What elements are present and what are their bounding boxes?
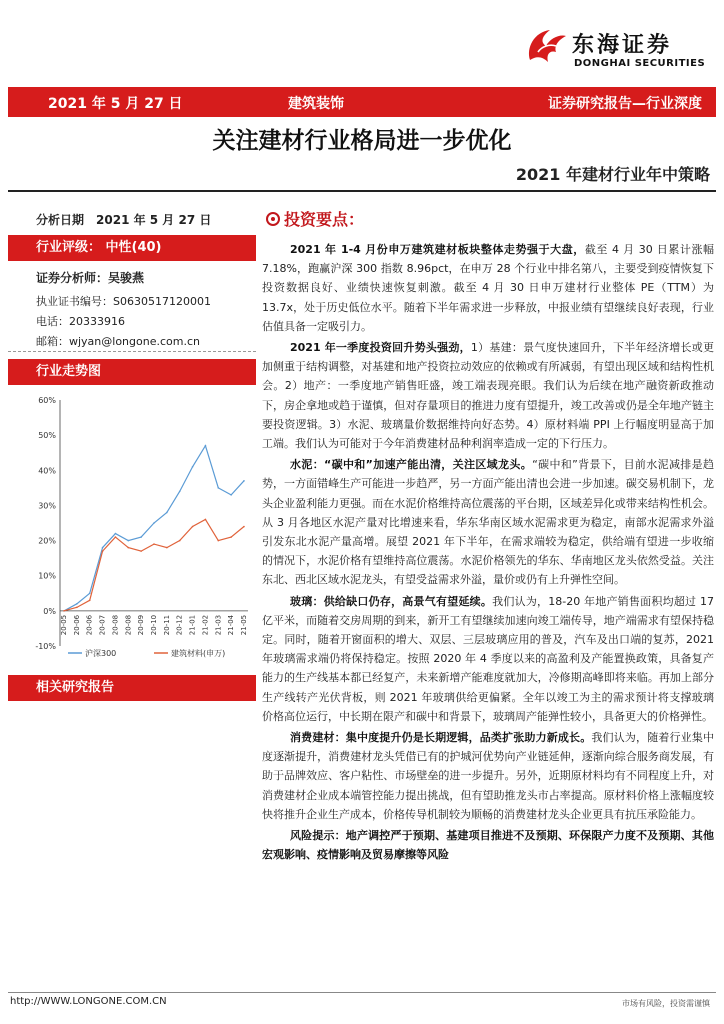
phoenix-icon <box>520 20 570 70</box>
x-tick-label: 20-11 <box>162 614 171 636</box>
divider <box>8 190 716 192</box>
series-point <box>102 550 104 552</box>
series-line <box>64 519 244 610</box>
related-section-title: 相关研究报告 <box>8 675 256 701</box>
key-point-heading: 消费建材：集中度提升仍是长期逻辑，品类扩张助力新成长。 <box>290 731 592 745</box>
y-tick-label: 20% <box>38 536 56 546</box>
analyst-name: 证券分析师：吴骏燕 <box>36 271 145 285</box>
industry-rating: 行业评级： 中性(40) <box>8 235 256 261</box>
report-type: 证券研究报告—行业深度 <box>548 96 702 112</box>
header-bar <box>8 87 716 117</box>
key-point-paragraph <box>262 728 714 824</box>
key-points-body <box>262 240 714 867</box>
key-points-label: 投资要点： <box>284 210 365 229</box>
key-point-paragraph <box>262 455 714 589</box>
key-point-paragraph <box>262 240 714 336</box>
series-point <box>166 512 168 514</box>
series-point <box>63 610 65 612</box>
sidebar-divider <box>8 351 256 352</box>
series-point <box>115 533 117 535</box>
key-point-paragraph <box>262 592 714 726</box>
x-tick-label: 20-08 <box>111 614 120 636</box>
key-point-paragraph <box>262 826 714 864</box>
series-point <box>243 480 245 482</box>
target-icon <box>266 212 280 226</box>
x-tick-label: 21-02 <box>201 614 210 636</box>
analysis-date-label: 分析日期 <box>36 213 85 227</box>
series-point <box>217 487 219 489</box>
x-tick-label: 20-12 <box>175 614 184 636</box>
series-point <box>166 547 168 549</box>
x-tick-label: 20-06 <box>85 614 94 636</box>
series-line <box>64 446 244 611</box>
series-point <box>89 600 91 602</box>
x-tick-label: 20-10 <box>150 614 158 636</box>
y-tick-label: 0% <box>43 606 56 616</box>
series-point <box>243 526 245 528</box>
series-point <box>76 603 78 605</box>
series-point <box>179 540 181 542</box>
series-point <box>205 445 207 447</box>
footer-divider <box>8 992 716 993</box>
series-point <box>205 519 207 521</box>
key-point-text: 1）基建：景气度快速回升，下半年经济增长或更加侧重于结构调整，对基建和地产投资拉动效应的依赖或有所减弱，有望出现区域和结构性机会。2）地产：一季度地产销售旺盛，竣工端表现亮眼。我们认为后续在地产融资新政推动下，房企拿地或趋于谨慎，但对存量项目的推进力度有望提升，竣工改善或仍是全年地产链主要投资逻辑。3）水泥、玻璃量价数据维持向好态势。4）原材料端 PPI 上行幅度明显高于加工端。我们认为可能对于今年消费建材品种利润率造成一定的下行压力。 <box>262 341 715 451</box>
analysis-date <box>36 211 211 228</box>
trend-section-title: 行业走势图 <box>8 359 256 385</box>
footer-disclaimer: 市场有风险，投资需谨慎 <box>622 999 710 1008</box>
y-tick-label: 40% <box>38 466 56 476</box>
series-point <box>153 522 155 524</box>
x-tick-label: 20-08 <box>124 614 133 636</box>
analysis-date-value: 2021 年 5 月 27 日 <box>96 213 212 227</box>
analyst-phone: 电话：20333916 <box>36 315 125 328</box>
series-point <box>192 466 194 468</box>
series-point <box>89 592 91 594</box>
y-tick-label: 60% <box>38 396 56 405</box>
y-tick-label: 50% <box>38 431 56 441</box>
x-tick-label: 20-06 <box>72 614 81 636</box>
y-tick-label: 10% <box>38 571 56 581</box>
x-tick-label: 21-03 <box>214 614 223 636</box>
key-point-text: 我们认为，18-20 年地产销售面积均超过 17 亿平米，而随着交房周期的到来，新开工有望继续加速向竣工端传导，地产端需求有望保持稳定。同时，随着开窗面积的增大、双层、三层玻璃应用的普及，汽车及出口端的复苏，2021 年玻璃需求端仍将保持稳定。按照 2020 年 4 季度以来的高盈利及产能置换政策，具备复产能力的生产线基本都已经复产，未来新增产能难度就加大，冷修期高峰即将来临。再加上部分生产线转产光伏背板，则 2021 年玻璃供给更偏紧。全年以竣工为主的需求预计将支撑玻璃价格高位运行，中长期在限产和碳中和背景下，玻璃周产能弹性较小，具备更大的价格弹性。 <box>262 594 715 723</box>
x-tick-label: 21-04 <box>227 614 236 636</box>
key-points-title <box>266 207 364 230</box>
key-point-heading: 风险提示：地产调控严于预期、基建项目推进不及预期、环保限产力度不及预期、其他宏观影响、疫情影响及贸易摩擦等风险 <box>262 829 714 862</box>
y-tick-label: 30% <box>38 501 56 511</box>
key-point-heading: 2021 年一季度投资回升势头强劲， <box>290 341 471 355</box>
key-point-heading: 2021 年 1-4 月份申万建筑建材板块整体走势强于大盘， <box>290 243 585 256</box>
analyst-cert: 执业证书编号：S0630517120001 <box>36 295 211 308</box>
key-point-text: 我们认为，随着行业集中度逐渐提升，消费建材龙头凭借已有的护城河优势向产业链延伸，逐渐向综合服务商发展，有助于品牌效应、客户粘性、市场壁垒的进一步提升。另外，近期原材料均有不同程度上升，对消费建材企业成本端管控能力提出挑战，但有望助推龙头市占率提高。原材料价格上涨幅度较快将推升企业生产成本，价格传导机制较为顺畅的消费建材龙头企业更具有抗压承险能力。 <box>262 731 715 821</box>
report-sector: 建筑装饰 <box>288 96 344 112</box>
legend-label: 沪深300 <box>85 649 117 658</box>
series-point <box>115 536 117 538</box>
x-tick-label: 20-05 <box>60 614 68 636</box>
legend-label: 建筑材料(申万) <box>171 649 226 658</box>
series-point <box>102 547 104 549</box>
x-tick-label: 21-05 <box>240 614 248 636</box>
company-name-cn: 东海证券 <box>572 33 673 58</box>
x-tick-label: 20-09 <box>137 614 146 636</box>
page-subtitle: 2021 年建材行业年中策略 <box>515 165 710 184</box>
series-point <box>140 550 142 552</box>
series-point <box>179 491 181 493</box>
page-title: 关注建材行业格局进一步优化 <box>212 128 512 154</box>
series-point <box>230 536 232 538</box>
report-date: 2021 年 5 月 27 日 <box>48 96 183 112</box>
series-point <box>127 547 129 549</box>
series-point <box>230 494 232 496</box>
key-point-text: “碳中和”背景下，目前水泥减排是趋势，一方面错峰生产可能进一步趋严，另一方面产能出清也会进一步加速。碳交易机制下，龙头企业盈利能力更强。而在水泥价格维持高位震荡的平台期，区域差异化或带来结构性机会。从 3 月各地区水泥产量对比增速来看，华东华南区域水泥需求更为稳定，南部水泥需求外溢引发东北水泥产量高增。展望 2021 年下半年，在需求端较为稳定，供给端有望进一步收缩的情况下，水泥价格有望维持高位震荡。水泥价格领先的华东、华南地区龙头依然受益。关注东北、西北区域水泥龙头，有望受益需求外溢，量价或仍有上升弹性空间。 <box>262 458 714 587</box>
series-point <box>76 607 78 609</box>
series-point <box>192 526 194 528</box>
x-tick-label: 20-07 <box>98 614 107 636</box>
y-tick-label: -10% <box>35 642 56 651</box>
series-point <box>153 543 155 545</box>
analyst-email[interactable]: 邮箱：wjyan@longone.com.cn <box>36 335 200 348</box>
key-point-heading: 水泥：“碳中和”加速产能出清，关注区域龙头。 <box>290 458 533 472</box>
company-name-en: DONGHAI SECURITIES <box>574 58 706 69</box>
series-point <box>140 536 142 538</box>
series-point <box>217 540 219 542</box>
company-logo <box>520 20 710 78</box>
x-tick-label: 21-01 <box>188 614 197 636</box>
series-point <box>127 540 129 542</box>
footer-url[interactable]: http://WWW.LONGONE.COM.CN <box>10 996 167 1007</box>
industry-trend-chart <box>20 390 256 660</box>
key-point-text: 截至 4 月 30 日累计涨幅 7.18%，跑赢沪深 300 指数 8.96pct，在申万 28 个行业中排名第八，主要受到疫情恢复下投资数据良好、业绩快速恢复刺激。截至 4 月 30 日申万建材行业整体 PE（TTM）为 13.7x，处于历史低位水平。随着下半年需求进一步释放，中报业绩有望继续良好表现，行业估值具备一定吸引力。 <box>262 243 714 333</box>
key-point-paragraph <box>262 338 714 453</box>
key-point-heading: 玻璃：供给缺口仍存，高景气有望延续。 <box>290 594 493 608</box>
